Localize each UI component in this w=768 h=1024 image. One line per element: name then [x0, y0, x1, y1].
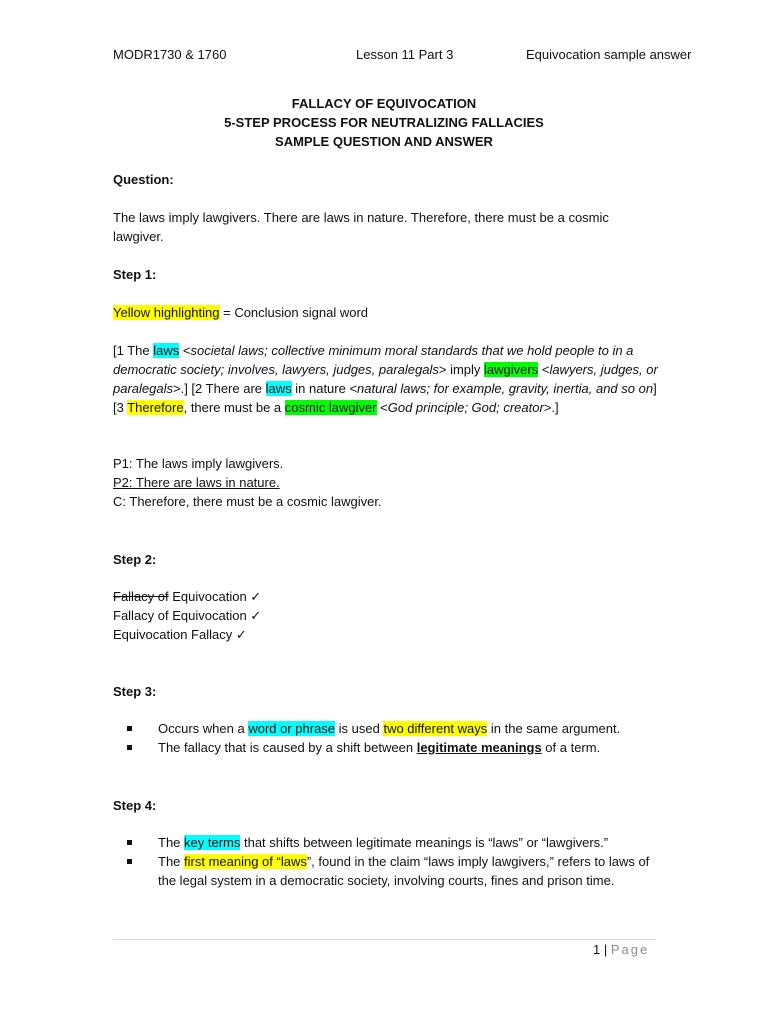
conclusion: C: Therefore, there must be a cosmic lawgiver. [113, 494, 382, 509]
highlight-first-meaning: first meaning of “laws [184, 854, 307, 869]
premise-1: P1: The laws imply lawgivers. [113, 456, 284, 471]
annotated-argument [113, 341, 658, 417]
list-item [113, 719, 658, 738]
item-text: that shifts between legitimate meanings is “laws” or “lawgivers.” [240, 835, 609, 850]
definition-societal-laws: societal laws; collective minimum moral standards that we hold people to in a democratic society; involves, lawyers, judges, paralegals [113, 343, 634, 377]
header-lesson: Lesson 11 Part 3 [356, 47, 454, 62]
emphasis-legitimate-meanings: legitimate meanings [416, 740, 542, 755]
arg-text: , there must be a [183, 400, 285, 415]
header-course-code: MODR1730 & 1760 [113, 47, 227, 62]
item-text: of a term. [541, 740, 601, 755]
arg-text: in nature < [291, 381, 358, 396]
key-term-cosmic-lawgiver: cosmic lawgiver [284, 400, 377, 415]
question-text: The laws imply lawgivers. There are laws in nature. Therefore, there must be a cosmic lawgiver. [113, 210, 609, 244]
fallacy-name-2: Fallacy of Equivocation ✓ [113, 608, 262, 623]
definition-cosmic-lawgiver: God principle; God; creator [387, 400, 544, 415]
legend-text: = Conclusion signal word [219, 305, 368, 320]
question-heading: Question: [113, 172, 174, 187]
fallacy-name-1 [113, 587, 658, 606]
fallacy-name-3: Equivocation Fallacy ✓ [113, 627, 247, 642]
step3-heading: Step 3: [113, 684, 157, 699]
key-term-laws: laws [153, 343, 180, 358]
conclusion-signal-word: Therefore [127, 400, 184, 415]
highlight-word-or-phrase: word or phrase [248, 721, 336, 736]
key-term-laws-2: laws [265, 381, 292, 396]
item-text: The fallacy that is caused by a shift between [158, 740, 417, 755]
page-label: Page [610, 942, 650, 957]
highlight-two-different-ways: two different ways [383, 721, 488, 736]
arg-text: [1 The [113, 343, 154, 358]
title-line-1: FALLACY OF EQUIVOCATION [291, 96, 477, 111]
step4-heading: Step 4: [113, 798, 157, 813]
header-document-title: Equivocation sample answer [526, 47, 692, 62]
premise-2 [113, 473, 658, 492]
footer-divider [113, 939, 656, 940]
item-text: is used [335, 721, 384, 736]
definition-natural-laws: natural laws; for example, gravity, inertia, and so on [357, 381, 654, 396]
key-term-lawgivers: lawgivers [484, 362, 539, 377]
arg-text: > imply [438, 362, 485, 377]
premise-2-text: P2: There are laws in nature. [113, 475, 280, 490]
item-text: in the same argument. [487, 721, 621, 736]
list-item [113, 852, 658, 890]
item-text: Occurs when a [158, 721, 249, 736]
page-footer [593, 942, 649, 957]
definition-lawgivers: lawyers, judges, or paralegals [113, 362, 658, 396]
step2-heading: Step 2: [113, 552, 157, 567]
page-number: 1 [593, 942, 601, 957]
struck-text: Fallacy of [113, 589, 169, 604]
item-text: ”, found in the claim “laws imply lawgivers,” refers to laws of the legal system in a democratic society, involving courts, fines and prison time. [158, 854, 650, 888]
arg-text: >.] [2 There are [173, 381, 266, 396]
arg-text: < [179, 343, 191, 358]
footer-separator: | [600, 942, 611, 957]
title-line-2: 5-STEP PROCESS FOR NEUTRALIZING FALLACIES [224, 115, 544, 130]
highlight-key-terms: key terms [184, 835, 241, 850]
arg-text: < [538, 362, 550, 377]
list-item [113, 833, 658, 852]
title-line-3: SAMPLE QUESTION AND ANSWER [275, 134, 493, 149]
step1-heading: Step 1: [113, 267, 157, 282]
fallacy-name-1-rest: Equivocation ✓ [168, 589, 262, 604]
step4-list [113, 833, 658, 890]
arg-text: < [376, 400, 388, 415]
arg-text: ] [3 [113, 381, 657, 415]
step3-list [113, 719, 658, 757]
highlight-legend [113, 303, 658, 322]
document-titles [113, 94, 655, 151]
list-item [113, 738, 658, 757]
arg-text: >.] [543, 400, 559, 415]
item-text: The [158, 835, 185, 850]
legend-highlight-sample: Yellow highlighting [113, 305, 220, 320]
item-text: The [158, 854, 185, 869]
